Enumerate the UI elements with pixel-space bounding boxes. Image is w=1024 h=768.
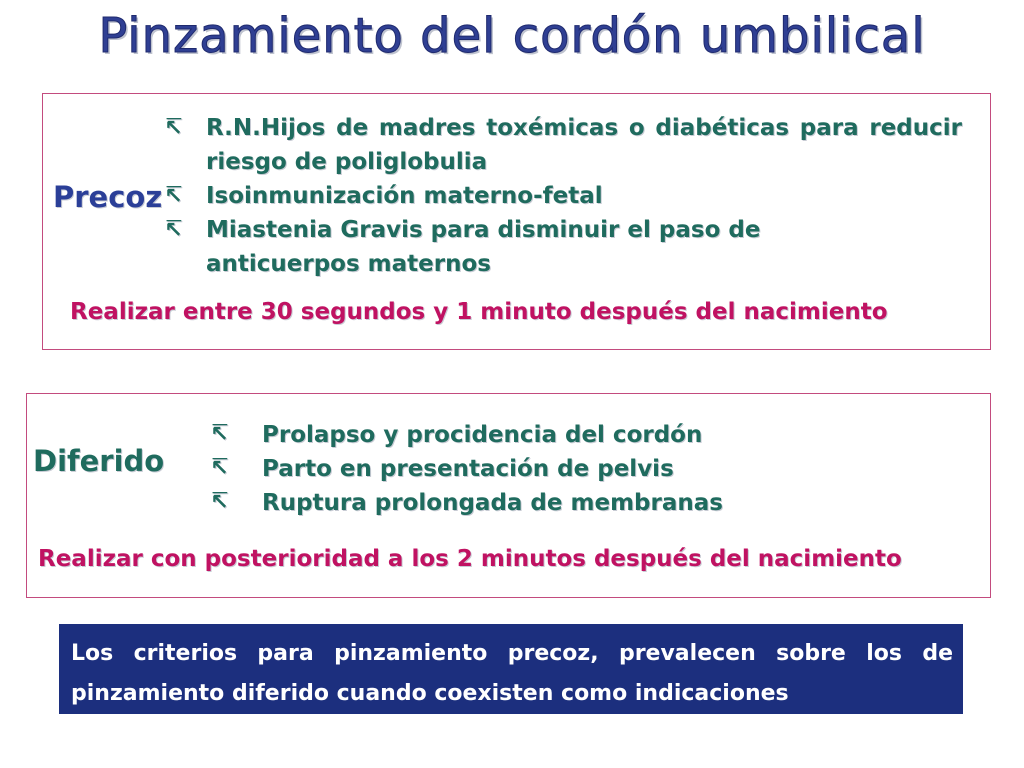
arrow-up-left-icon: ↸	[164, 183, 183, 208]
precoz-item-text: Miastenia Gravis para disminuir el paso de anticuerpos maternos	[206, 217, 761, 277]
diferido-item-text: Ruptura prolongada de membranas	[262, 490, 723, 516]
page-title: Pinzamiento del cordón umbilical	[98, 8, 926, 64]
diferido-label: Diferido	[33, 444, 165, 478]
diferido-item	[210, 486, 862, 520]
diferido-item-text: Prolapso y procidencia del cordón	[262, 422, 703, 448]
precoz-list	[164, 111, 962, 281]
precoz-item	[164, 179, 962, 213]
diferido-note: Realizar con posterioridad a los 2 minutos después del nacimiento	[38, 546, 902, 572]
diferido-item	[210, 452, 862, 486]
arrow-up-left-icon: ↸	[164, 115, 183, 140]
precoz-item-text: R.N.Hijos de madres toxémicas o diabéticas para reducir riesgo de poliglobulia	[206, 115, 962, 175]
arrow-up-left-icon: ↸	[164, 217, 183, 242]
precoz-item-text: Isoinmunización materno-fetal	[206, 183, 603, 209]
precoz-note: Realizar entre 30 segundos y 1 minuto después del nacimiento	[70, 299, 888, 325]
diferido-item	[210, 418, 862, 452]
arrow-up-left-icon: ↸	[210, 455, 229, 480]
diferido-item-text: Parto en presentación de pelvis	[262, 456, 674, 482]
arrow-up-left-icon: ↸	[210, 489, 229, 514]
diferido-list	[210, 418, 862, 520]
footer-box	[59, 624, 963, 714]
arrow-up-left-icon: ↸	[210, 421, 229, 446]
precoz-label: Precoz	[53, 180, 163, 214]
precoz-item	[164, 213, 826, 281]
footer-text: Los criterios para pinzamiento precoz, prevalecen sobre los de pinzamiento diferido cuando coexisten como indicaciones	[71, 641, 953, 706]
precoz-item	[164, 111, 962, 179]
